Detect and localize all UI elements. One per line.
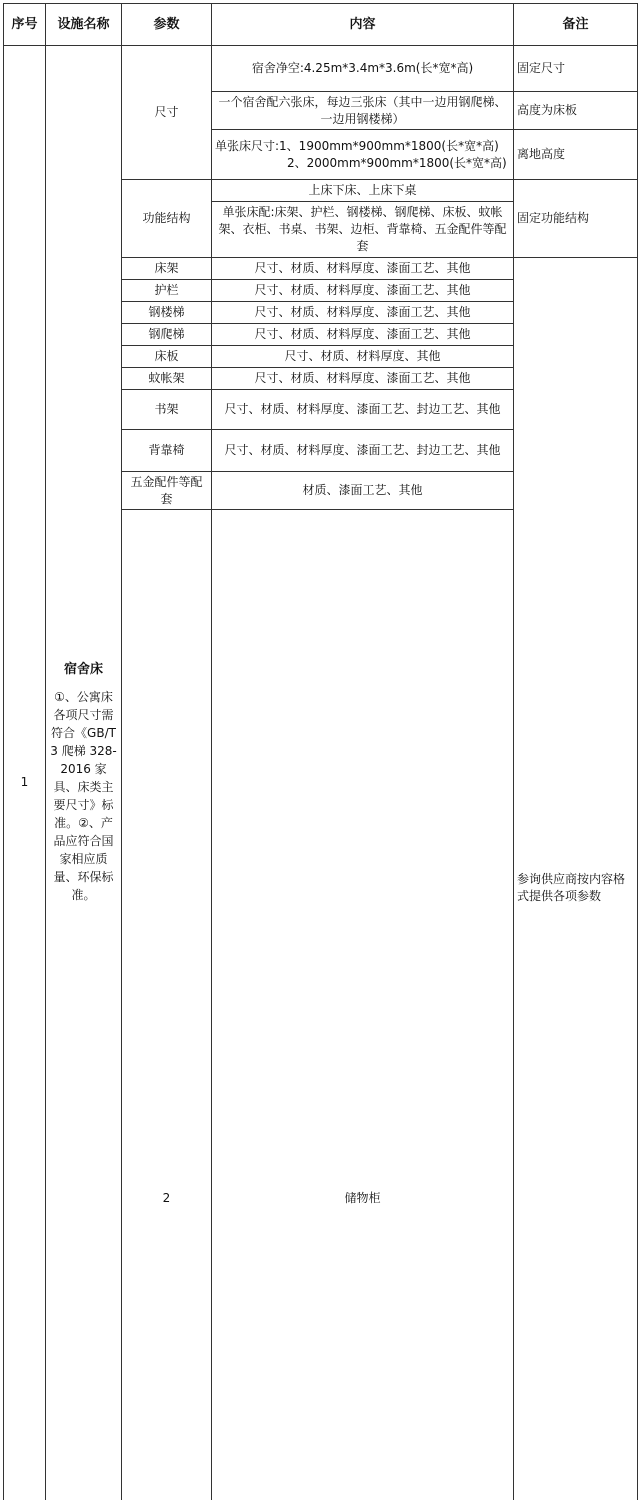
section1-func-label: 功能结构 xyxy=(122,180,212,258)
part-label: 背靠椅 xyxy=(122,430,212,472)
section1-parts-note: 参询供应商按内容格式提供各项参数 xyxy=(514,258,638,1500)
header-name: 设施名称 xyxy=(46,4,122,46)
table-row xyxy=(4,46,638,92)
part-content: 尺寸、材质、材料厚度、漆面工艺、其他 xyxy=(212,302,514,324)
section1-size-row xyxy=(212,130,514,180)
section1-desc: ①、公寓床各项尺寸需符合《GB/T3 爬梯 328-2016 家具、床类主要尺寸》标准。②、产品应符合国家相应质量、环保标准。 xyxy=(49,688,118,904)
part-label: 书架 xyxy=(122,390,212,430)
section1-bed-size-2: 2、2000mm*900mm*1800(长*宽*高) xyxy=(215,155,510,172)
header-row xyxy=(4,4,638,46)
part-content: 尺寸、材质、材料厚度、漆面工艺、其他 xyxy=(212,324,514,346)
part-label: 护栏 xyxy=(122,280,212,302)
section1-func-row: 单张床配:床架、护栏、钢楼梯、钢爬梯、床板、蚊帐架、衣柜、书桌、书架、边柜、背靠椅、五金配件等配套 xyxy=(212,202,514,258)
section1-no: 1 xyxy=(4,46,46,1500)
part-content: 尺寸、材质、材料厚度、漆面工艺、其他 xyxy=(212,280,514,302)
part-label: 床板 xyxy=(122,346,212,368)
section1-func-note: 固定功能结构 xyxy=(514,180,638,258)
section1-size-label: 尺寸 xyxy=(122,46,212,180)
part-label: 床架 xyxy=(122,258,212,280)
section1-size-note: 离地高度 xyxy=(514,130,638,180)
section1-func-row: 上床下床、上床下桌 xyxy=(212,180,514,202)
header-content: 内容 xyxy=(212,4,514,46)
part-content: 尺寸、材质、材料厚度、漆面工艺、其他 xyxy=(212,368,514,390)
section1-size-note: 高度为床板 xyxy=(514,92,638,130)
section1-size-row: 宿舍净空:4.25m*3.4m*3.6m(长*宽*高) xyxy=(212,46,514,92)
header-param: 参数 xyxy=(122,4,212,46)
part-content: 尺寸、材质、材料厚度、其他 xyxy=(212,346,514,368)
section2-no: 2 xyxy=(122,510,212,1500)
header-no: 序号 xyxy=(4,4,46,46)
part-label: 五金配件等配套 xyxy=(122,472,212,510)
facility-spec-table xyxy=(3,3,638,1500)
section1-size-note: 固定尺寸 xyxy=(514,46,638,92)
section1-name: 宿舍床 xyxy=(49,661,118,678)
section1-size-row: 一个宿舍配六张床，每边三张床（其中一边用钢爬梯、一边用钢楼梯） xyxy=(212,92,514,130)
section1-name-cell xyxy=(46,46,122,1500)
header-note: 备注 xyxy=(514,4,638,46)
section1-bed-size-1: 单张床尺寸:1、1900mm*900mm*1800(长*宽*高) xyxy=(215,138,510,155)
part-label: 钢爬梯 xyxy=(122,324,212,346)
part-content: 尺寸、材质、材料厚度、漆面工艺、封边工艺、其他 xyxy=(212,430,514,472)
part-content: 材质、漆面工艺、其他 xyxy=(212,472,514,510)
section2-name: 储物柜 xyxy=(212,510,514,1500)
part-content: 尺寸、材质、材料厚度、漆面工艺、封边工艺、其他 xyxy=(212,390,514,430)
part-label: 钢楼梯 xyxy=(122,302,212,324)
part-content: 尺寸、材质、材料厚度、漆面工艺、其他 xyxy=(212,258,514,280)
part-label: 蚊帐架 xyxy=(122,368,212,390)
